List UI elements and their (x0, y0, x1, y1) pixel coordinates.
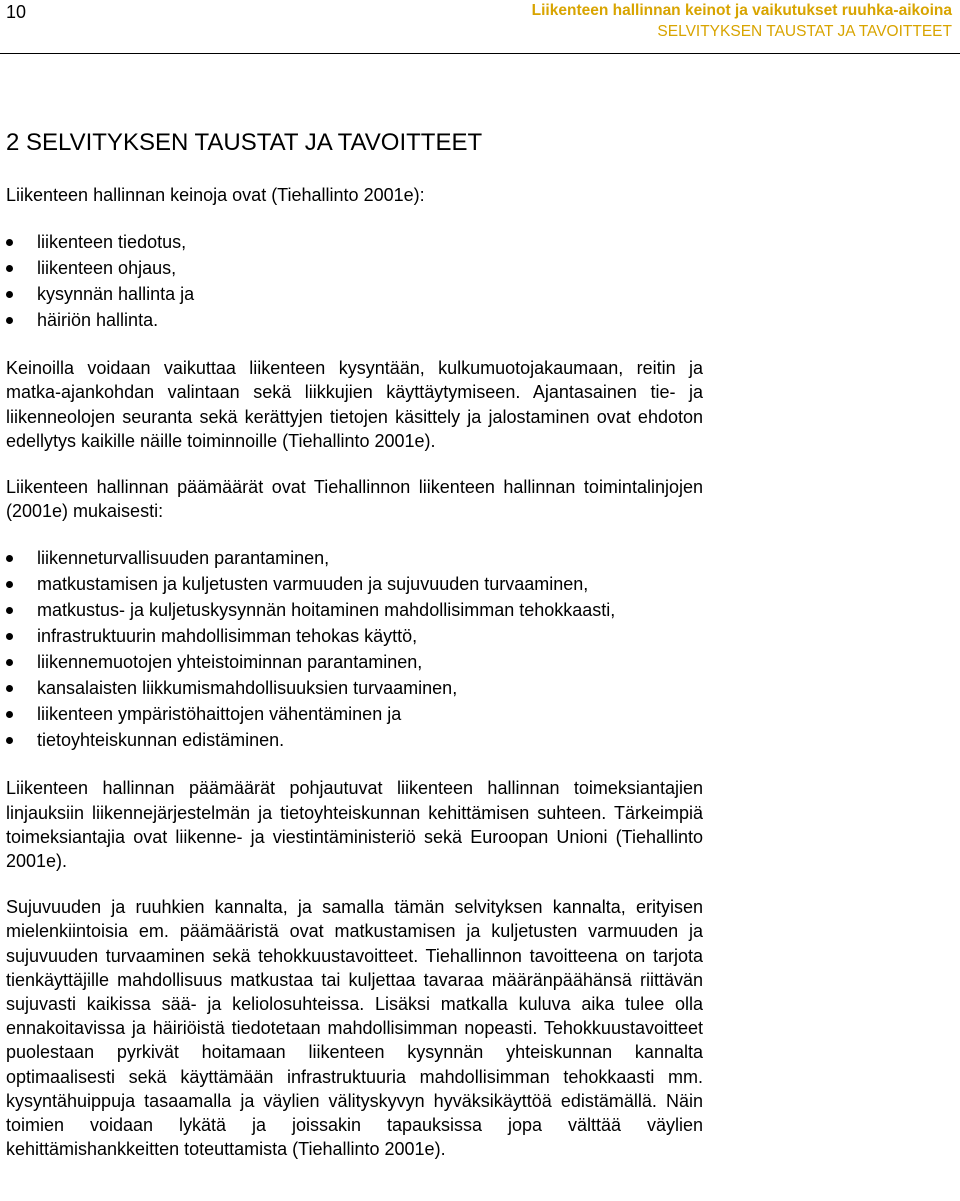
list-item-text: matkustamisen ja kuljetusten varmuuden ja sujuvuuden turvaaminen, (37, 574, 589, 595)
bullet-icon (6, 685, 13, 692)
list-item-text: liikennemuotojen yhteistoiminnan parantaminen, (37, 652, 423, 673)
list-item (6, 623, 703, 649)
list-item (6, 675, 703, 701)
list-item (6, 255, 703, 281)
list-item (6, 229, 703, 255)
intro-paragraph: Liikenteen hallinnan keinoja ovat (Tiehallinto 2001e): (6, 185, 425, 205)
list-item-text: liikenteen ohjaus, (37, 258, 177, 279)
list-item-text: infrastruktuurin mahdollisimman tehokas käyttö, (37, 626, 418, 647)
means-list (6, 229, 703, 333)
list-item (6, 307, 703, 333)
paragraph-spacer (6, 873, 703, 895)
list-item (6, 649, 703, 675)
list-item-text: liikenteen ympäristöhaittojen vähentäminen ja (37, 704, 402, 725)
list-item-text: kysynnän hallinta ja (37, 284, 195, 305)
page-body (6, 126, 703, 1161)
goals-list (6, 545, 703, 753)
bullet-icon (6, 291, 13, 298)
bullet-icon (6, 317, 13, 324)
list-item (6, 701, 703, 727)
list-item (6, 597, 703, 623)
section-heading: 2 SELVITYKSEN TAUSTAT JA TAVOITTEET (6, 129, 483, 156)
congestion-paragraph: Sujuvuuden ja ruuhkien kannalta, ja samalla tämän selvityksen kannalta, erityisen mielenkiintoisia em. päämääristä ovat matkustamisen ja kuljetusten varmuuden ja sujuvuuden turvaaminen sekä tehokkuustavoitteet. Tiehallinnon tavoitteena on tarjota tienkäyttäjille mahdollisuus matkustaa tai kuljettaa tavaraa määränpäähänsä riittävän sujuvasti kaikissa sää- ja keliolosuhteissa. Lisäksi matkalla kuluva aika tulee olla ennakoitavissa ja häiriöistä tiedotetaan mahdollisimman nopeasti. Tehokkuustavoitteet puolestaan pyrkivät hoitamaan liikenteen kysynnän yhteiskunnan kannalta optimaalisesti sekä käyttämään infrastruktuuria mahdollisimman tehokkaasti mm. kysyntähuippuja tasaamalla ja väylien välityskyvyn hyväksikäyttöä edistämällä. Näin toimien voidaan lykätä ja joissakin tapauksissa jopa välttää väylien kehittämishankkeitten toteuttamista (Tiehallinto 2001e). (6, 897, 703, 1160)
list-item-text: matkustus- ja kuljetuskysynnän hoitaminen mahdollisimman tehokkaasti, (37, 600, 616, 621)
list-item-text: tietoyhteiskunnan edistäminen. (37, 730, 285, 751)
running-title-chapter: SELVITYKSEN TAUSTAT JA TAVOITTEET (657, 23, 952, 40)
list-item (6, 281, 703, 307)
page-number: 10 (6, 2, 27, 22)
list-item (6, 727, 703, 753)
bullet-icon (6, 711, 13, 718)
running-title (532, 0, 952, 42)
bullet-icon (6, 633, 13, 640)
bullet-icon (6, 607, 13, 614)
bullet-icon (6, 659, 13, 666)
list-item (6, 571, 703, 597)
list-item-text: liikenteen tiedotus, (37, 232, 187, 253)
bullet-icon (6, 265, 13, 272)
running-title-document: Liikenteen hallinnan keinot ja vaikutukset ruuhka-aikoina (531, 2, 952, 19)
header-divider (0, 53, 960, 54)
list-item-text: liikenneturvallisuuden parantaminen, (37, 548, 330, 569)
paragraph-spacer (6, 453, 703, 475)
bullet-icon (6, 737, 13, 744)
means-paragraph: Keinoilla voidaan vaikuttaa liikenteen kysyntään, kulkumuotojakaumaan, reitin ja matka-ajankohdan valintaan sekä liikkujien käyttäytymiseen. Ajantasainen tie- ja liikenneolojen seuranta sekä kerättyjen tietojen käsittely ja jalostaminen ovat ehdoton edellytys kaikille näille toiminnoille (Tiehallinto 2001e). (6, 358, 703, 451)
bullet-icon (6, 581, 13, 588)
bullet-icon (6, 555, 13, 562)
bullet-icon (6, 239, 13, 246)
list-item-text: kansalaisten liikkumismahdollisuuksien turvaaminen, (37, 678, 458, 699)
list-item (6, 545, 703, 571)
goals-basis-paragraph: Liikenteen hallinnan päämäärät pohjautuvat liikenteen hallinnan toimeksiantajien linjauksiin liikennejärjestelmän ja tietoyhteiskunnan kehittämisen suhteen. Tärkeimpiä toimeksiantajia ovat liikenne- ja viestintäministeriö sekä Euroopan Unioni (Tiehallinto 2001e). (6, 778, 703, 872)
list-item-text: häiriön hallinta. (37, 310, 159, 331)
goals-intro-paragraph: Liikenteen hallinnan päämäärät ovat Tiehallinnon liikenteen hallinnan toimintalinjojen (2001e) mukaisesti: (6, 477, 703, 522)
page-header (0, 0, 960, 56)
